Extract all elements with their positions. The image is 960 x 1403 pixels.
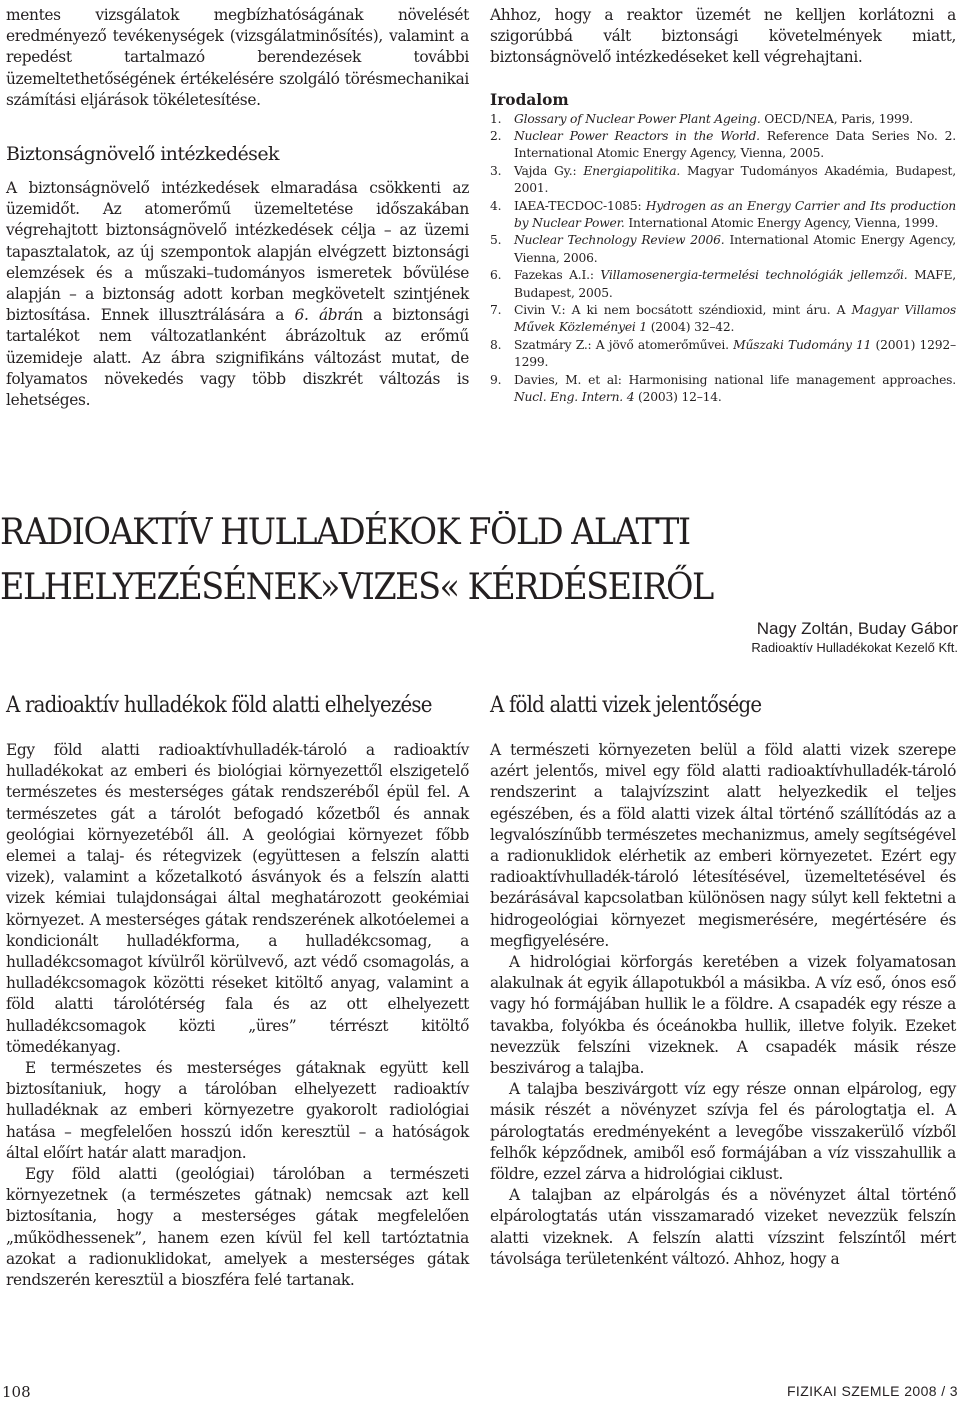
reference-text: Szatmáry Z.: A jövő atomerőművei. Műszaki Tudomány 11 (2001) 1292–1299. [514, 337, 956, 370]
paragraph: E természetes és mesterséges gátaknak együtt kell biztosítaniuk, hogy a tárolóban elhelyezett radioaktív hulladéknak az emberi környezetre gyakorolt radiológiai hatása – megfelelően hosszú időn keresztül – a hatóságok által előírt határ alatt maradjon. [6, 1059, 469, 1162]
paragraph: A biztonságnövelő intézkedések elmaradása csökkenti az üzemidőt. Az atomerőmű üzemeltetése időszakában végrehajtott biztonságnövelő intézkedések célja – az üzemi tapasztalatok, az új szempontok alapján elvégzett biztonsági elemzések és a műszaki–tudományos ismeretek bővülése alapján – a biztonság adott korban megkövetelt szintjének biztosítása. Ennek illusztrálására a 6. ábrán a biztonsági tartalékot nem változatlanként ábrázoltuk az erőmű üzemideje alatt. Az ábra szignifikáns változást mutat, de folyamatos növekedés vagy több diszkrét változás is lehetséges. [6, 179, 469, 410]
reference-text: IAEA-TECDOC-1085: Hydrogen as an Energy Carrier and Its production by Nuclear Power. International Atomic Energy Agency, Vienna, 1999. [514, 198, 957, 231]
reference-text: Civin V.: A ki nem bocsátott széndioxid, mint áru. A Magyar Villamos Művek Közleményei 1 (2004) 32–42. [514, 303, 956, 335]
page-number: 108 [2, 1383, 31, 1401]
reference-number: 7. [490, 303, 502, 318]
title-line-1: RADIOAKTÍV HULLADÉKOK FÖLD ALATTI [0, 512, 690, 553]
right-column [490, 740, 956, 1270]
reference-item [490, 302, 956, 337]
paragraph: Egy föld alatti radioaktívhulladék-tároló a radioaktív hulladékokat az emberi és biológiai környezettől elszigetelő természetes és mesterséges gátak rendszeréből épül fel. A természetes gát a tárolót befogadó kőzetből és annak geológiai környezetéből áll. A geológiai környezet főbb elemei a talaj- és rétegvizek (együttesen a felszín alatti vizek), valamint a kőzetalkotó ásványok és a felszín alatti vizek kémiai tulajdonságai által meghatározott geokémiai környezet. A mesterséges gátak rendszerének alkotóelemei a kondicionált hulladékforma, a hulladékcsomag, a hulladékcsomagot kívülről körülvevő, azt védő csomagolás, a hulladékcsomagok közötti réseket kitöltő anyag, valamint a föld alatti tárolótérség fala és az ott elhelyezett hulladékcsomagok közti „üres” térrészt kitöltő tömedékanyag. [6, 741, 469, 1056]
references-heading: Irodalom [490, 90, 569, 109]
reference-item [490, 372, 956, 407]
paragraph: A hidrológiai körforgás keretében a vizek folyamatosan alakulnak át egyik állapotukból a másikba. A víz eső, ónos eső vagy hó formájában hullik le a földre. A csapadék egy része a tavakba, folyókba és óceánokba hullik, illetve folyik. Ezeket nevezzük felszíni vizeknek. A csapadék másik része beszivárog a talajba. [490, 953, 956, 1078]
top-right-column [490, 5, 956, 407]
reference-item [490, 267, 956, 302]
reference-text: Glossary of Nuclear Power Plant Ageing. OECD/NEA, Paris, 1999. [514, 111, 913, 126]
reference-number: 8. [490, 337, 502, 352]
reference-item [490, 232, 956, 267]
figure-reference: 6. ábrá [294, 306, 354, 325]
reference-number: 6. [490, 268, 502, 283]
paragraph: mentes vizsgálatok megbízhatóságának növelését eredményező tevékenységek (vizsgálatminősítés), valamint a repedést tartalmazó berendezések további üzemeltethetőségének értékelésére szolgáló törésmechanikai számítási eljárások tökéletesítése. [6, 6, 469, 109]
page-footer [0, 1383, 960, 1403]
reference-item [490, 163, 956, 198]
title-line-2: ELHELYEZÉSÉNEK»VIZES« KÉRDÉSEIRŐL [0, 567, 713, 608]
reference-number: 2. [490, 129, 502, 144]
paragraph: Ahhoz, hogy a reaktor üzemét ne kelljen korlátozni a szigorúbbá vált biztonsági követelmények miatt, biztonságnövelő intézkedéseket kell végrehajtani. [490, 6, 956, 67]
reference-text: Vajda Gy.: Energiapolitika. Magyar Tudományos Akadémia, Budapest, 2001. [514, 163, 956, 196]
affiliation: Radioaktív Hulladékokat Kezelő Kft. [751, 640, 958, 655]
reference-number: 9. [490, 372, 502, 387]
byline [751, 618, 958, 656]
journal-name: FIZIKAI SZEMLE 2008 / 3 [786, 1383, 958, 1399]
reference-text: Nuclear Power Reactors in the World. Reference Data Series No. 2. International Atomic Energy Agency, Vienna, 2005. [514, 129, 956, 161]
reference-item [490, 337, 956, 372]
reference-item [490, 111, 956, 128]
left-column [6, 740, 469, 1291]
paragraph: A talajban az elpárolgás és a növényzet által történő elpárologtatás után visszamaradó vizeket nevezzük felszín alatti vizeknek. A felszín alatti vízszint felszíntől mért távolsága területenként változó. Ahhoz, hogy a [490, 1186, 956, 1268]
article-title [0, 505, 893, 615]
reference-number: 4. [490, 198, 502, 213]
paragraph: A természeti környezeten belül a föld alatti vizek szerepe azért jelentős, mivel egy föld alatti radioaktívhulladék-tároló rendszerint a talajvízszint alatt helyezkedik el teljes egészében, és a föld alatti vizek által történő szállítódás az a legvalószínűbb természetes mechanizmus, amely segítségével a radionuklidok elérhetik az emberi környezetet. Ezért egy radioaktívhulladék-tároló létesítésével, üzemeltetésével és bezárásával kapcsolatban különösen nagy súlyt kell fektetni a hidrogeológiai környezet megismerésére, megértésére és megfigyelésére. [490, 741, 956, 950]
reference-number: 5. [490, 233, 502, 248]
authors: Nagy Zoltán, Buday Gábor [756, 619, 958, 638]
prev-article-text [6, 5, 469, 411]
reference-number: 1. [490, 111, 502, 126]
reference-text: Nuclear Technology Review 2006. International Atomic Energy Agency, Vienna, 2006. [514, 233, 956, 265]
section-heading-left: A radioaktív hulladékok föld alatti elhelyezése [6, 693, 432, 718]
reference-item [490, 198, 956, 233]
reference-text: Davies, M. et al: Harmonising national life management approaches. Nucl. Eng. Intern. 4 (2003) 12–14. [514, 372, 956, 405]
reference-list [490, 111, 956, 407]
section-heading-right: A föld alatti vizek jelentősége [490, 693, 762, 718]
reference-item [490, 128, 956, 163]
paragraph: Egy föld alatti (geológiai) tárolóban a természeti környezetnek (a természetes gátnak) nemcsak azt kell biztosítania, hogy a mesterséges gátak megfelelően „működhessenek”, hanem ezen kívül fel kell tartóztatnia azokat a radionuklidokat, amelyek a mesterséges gátak rendszerén keresztül a bioszféra felé tartanak. [6, 1165, 469, 1290]
paragraph: A talajba beszivárgott víz egy része onnan elpárolog, egy másik részét a növényzet szívja fel és párologtatja el. A párologtatás eredményeként a levegőbe visszakerülő vízből felhők képződnek, amiből eső formájában a víz visszahullik a földre, ezzel zárva a hidrológiai ciklust. [490, 1080, 956, 1184]
reference-text: Fazekas A.I.: Villamosenergia-termelési technológiák jellemzői. MAFE, Budapest, 2005. [514, 268, 956, 300]
prev-article-text-right [490, 5, 956, 69]
section-heading: Biztonságnövelő intézkedések [6, 143, 279, 166]
reference-number: 3. [490, 163, 502, 178]
top-left-column [6, 5, 469, 411]
